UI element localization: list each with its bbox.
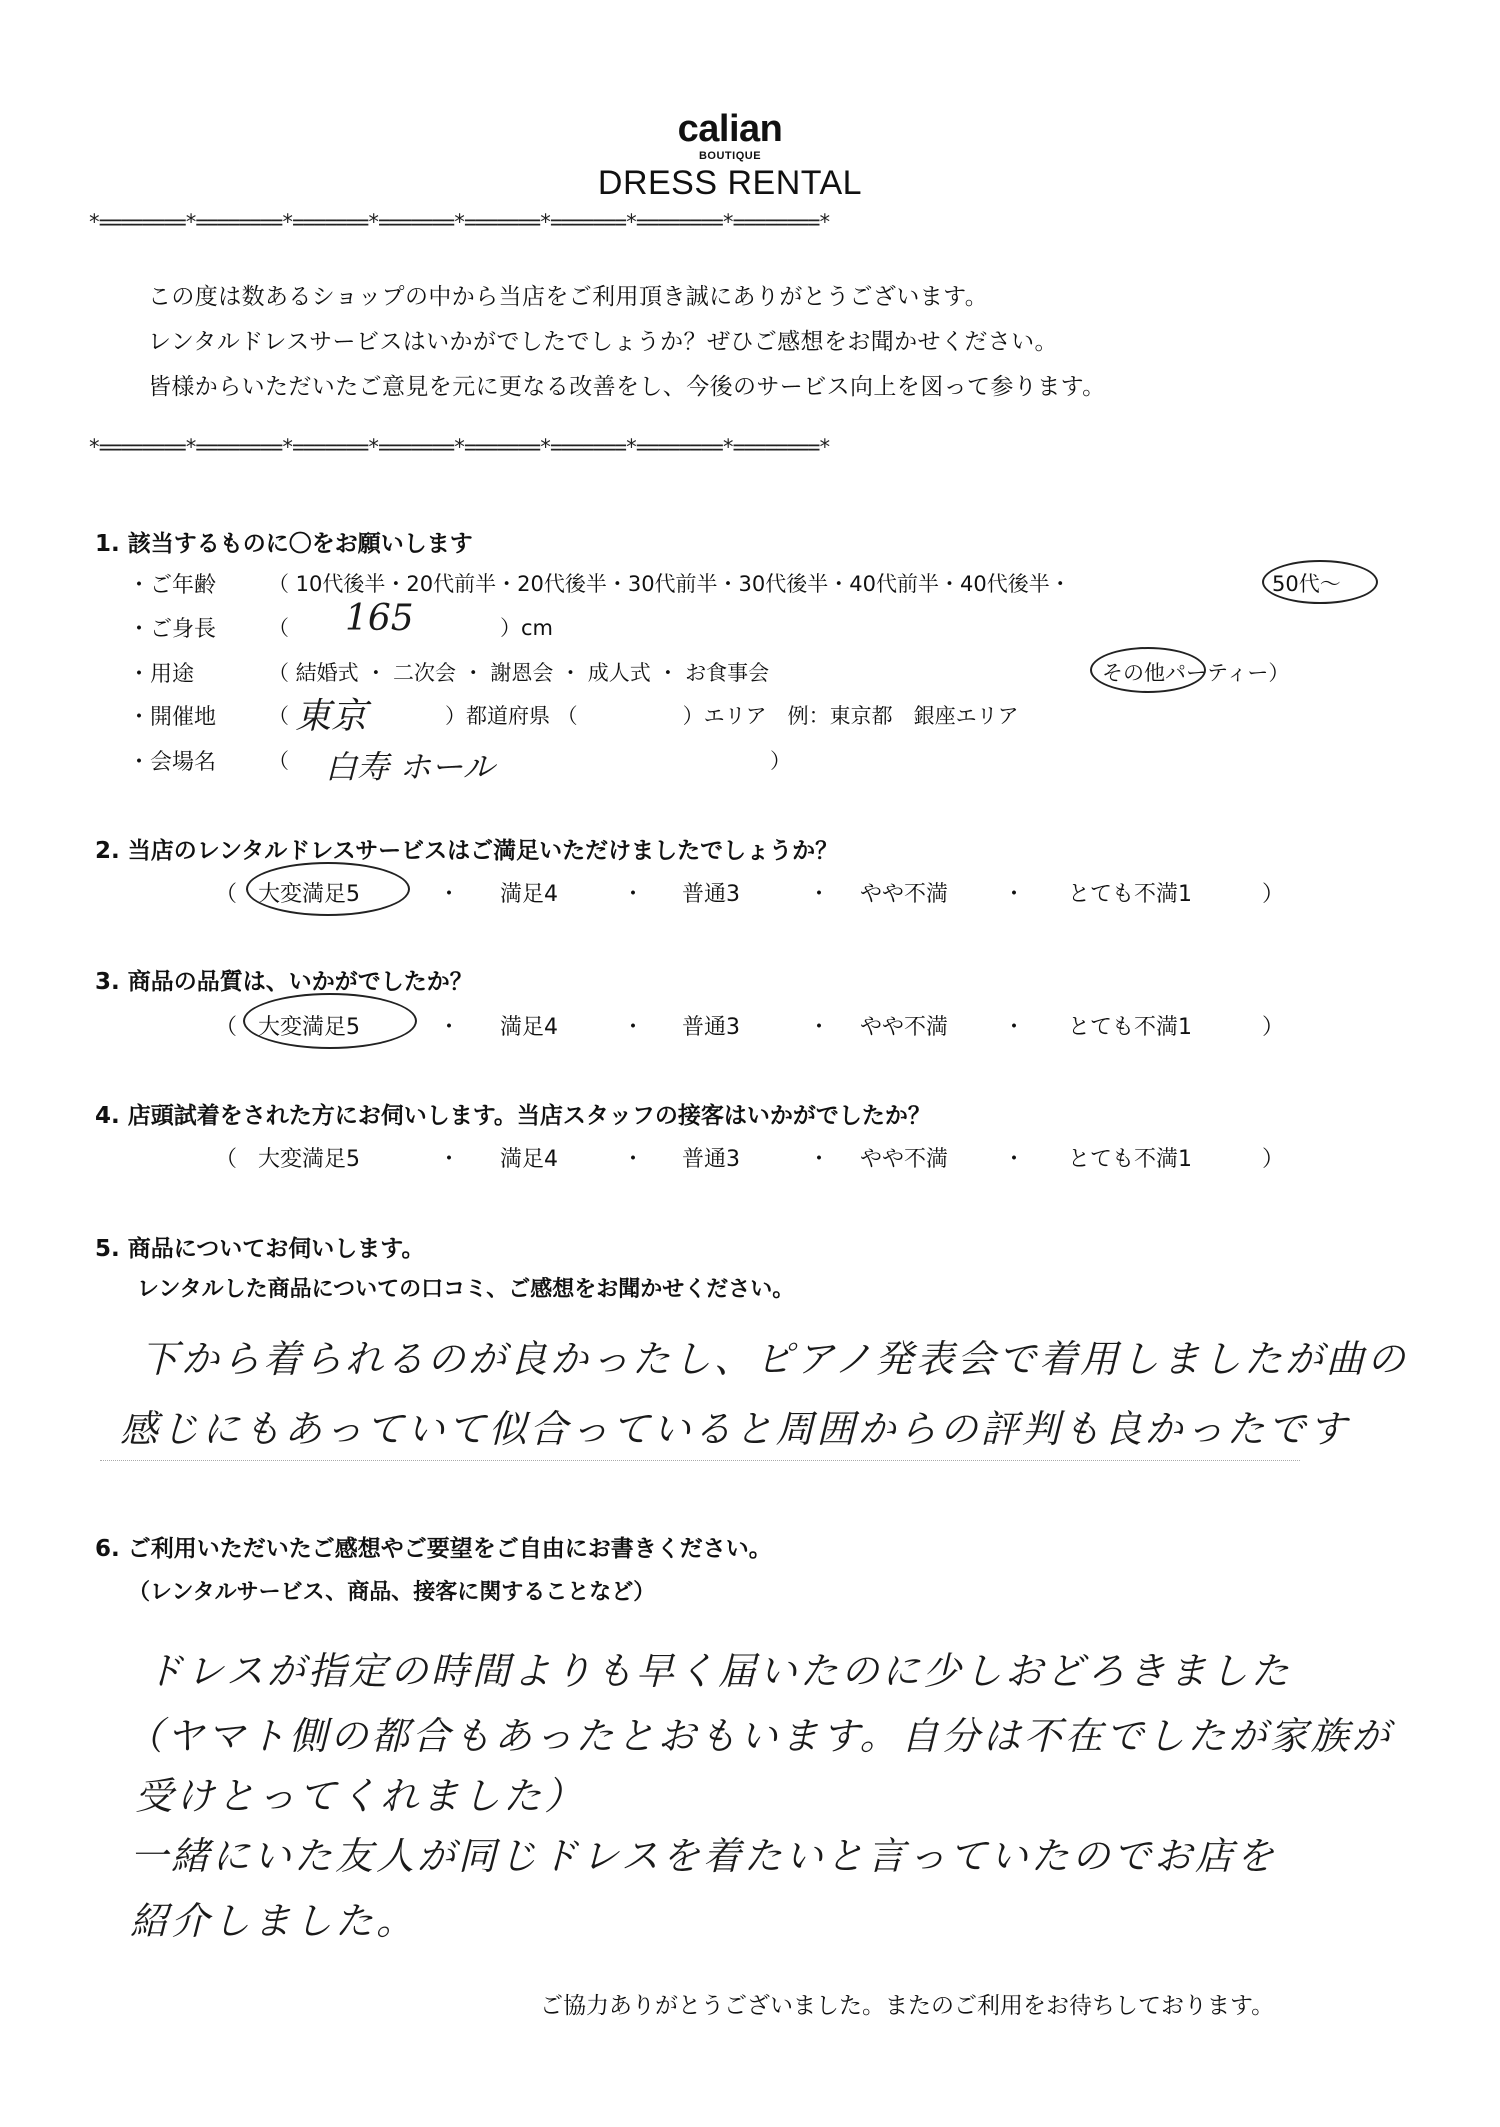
q4-paren-open: （ (215, 1147, 238, 1172)
intro-line-3: 皆様からいただいたご意見を元に更なる改善をし、今後のサービス向上を図って参ります。 (148, 374, 1106, 400)
q6-answer-line-1: ドレスが指定の時間よりも早く届いたのに少しおどろきました (145, 1649, 1292, 1693)
q6-subheading: （レンタルサービス、商品、接客に関することなど） (128, 1580, 656, 1605)
q3-option-5: 大変満足5 (258, 1015, 360, 1040)
purpose-label: ・用途 (128, 662, 195, 687)
q5-answer-line-2: 感じにもあっていて似合っていると周囲からの評判も良かったです (120, 1407, 1350, 1451)
q3-option-2: やや不満 (860, 1015, 949, 1040)
form-title: DRESS RENTAL (597, 164, 863, 202)
q3-dot-1: ・ (438, 1015, 461, 1040)
q2-option-5: 大変満足5 (258, 882, 360, 907)
q4-heading: 4. 店頭試着をされた方にお伺いします。当店スタッフの接客はいかがでしたか？ (95, 1103, 931, 1129)
q4-option-4: 満足4 (500, 1147, 558, 1172)
hall-open: （ (268, 749, 289, 773)
q5-answer-line-1: 下から着られるのが良かったし、ピアノ発表会で着用しましたが曲の (140, 1337, 1408, 1381)
age-circle (1262, 560, 1378, 604)
q3-circle (243, 993, 417, 1049)
footer-thanks: ご協力ありがとうございました。またのご利用をお待ちしております。 (540, 1993, 1275, 2019)
age-options: （ 10代後半・20代前半・20代後半・30代前半・30代後半・40代前半・40代後半・ (268, 572, 1071, 596)
q4-option-2: やや不満 (860, 1147, 949, 1172)
q2-option-3: 普通3 (682, 882, 740, 907)
q5-heading: 5. 商品についてお伺いします。 (95, 1236, 425, 1262)
q3-dot-3: ・ (808, 1015, 831, 1040)
q3-option-3: 普通3 (682, 1015, 740, 1040)
height-label: ・ご身長 (128, 617, 217, 642)
venue-rest: ）都道府県 （ ）エリア 例：東京都 銀座エリア (445, 704, 1019, 728)
hall-label: ・会場名 (128, 750, 217, 775)
q5-answer-rule (100, 1460, 1300, 1461)
brand-subtitle: BOUTIQUE (698, 150, 762, 162)
q3-option-1: とても不満1 (1068, 1015, 1192, 1040)
q6-answer-line-2: （ヤマト側の都合もあったとおもいます。自分は不在でしたが家族が (125, 1714, 1393, 1758)
height-open: （ (268, 616, 289, 640)
q2-dot-2: ・ (622, 882, 645, 907)
q2-option-1: とても不満1 (1068, 882, 1192, 907)
hall-close: ） (770, 749, 791, 773)
age-selected: 50代～ (1272, 572, 1341, 596)
q3-paren-close: ） (1262, 1015, 1285, 1040)
venue-open: （ (268, 704, 289, 728)
q3-paren-open: （ (215, 1015, 238, 1040)
divider-top: *========*========*=======*=======*=======*=======*========*========* (88, 210, 830, 234)
q5-subheading: レンタルした商品についての口コミ、ご感想をお聞かせください。 (137, 1277, 795, 1302)
q1-heading: 1. 該当するものに〇をお願いします (95, 531, 473, 557)
q2-option-4: 満足4 (500, 882, 558, 907)
q2-paren-close: ） (1262, 882, 1285, 907)
q4-dot-4: ・ (1003, 1147, 1026, 1172)
brand-logo: calian (677, 108, 783, 150)
q2-dot-1: ・ (438, 882, 461, 907)
q4-option-3: 普通3 (682, 1147, 740, 1172)
q6-answer-line-5: 紹介しました。 (130, 1899, 418, 1943)
q4-option-5: 大変満足5 (258, 1147, 360, 1172)
q2-paren-open: （ (215, 882, 238, 907)
purpose-options: （ 結婚式 ・ 二次会 ・ 謝恩会 ・ 成人式 ・ お食事会 (268, 661, 770, 685)
q6-heading: 6. ご利用いただいたご感想やご要望をご自由にお書きください。 (95, 1536, 772, 1562)
q3-option-4: 満足4 (500, 1015, 558, 1040)
height-unit: ）cm (500, 616, 554, 640)
q2-dot-3: ・ (808, 882, 831, 907)
age-label: ・ご年齢 (128, 573, 217, 598)
q2-dot-4: ・ (1003, 882, 1026, 907)
q3-heading: 3. 商品の品質は、いかがでしたか？ (95, 969, 473, 995)
height-value: 165 (345, 598, 414, 639)
venue-label: ・開催地 (128, 705, 217, 730)
q2-option-2: やや不満 (860, 882, 949, 907)
intro-line-2: レンタルドレスサービスはいかがでしたでしょうか？ぜひご感想をお聞かせください。 (148, 329, 1058, 355)
q2-heading: 2. 当店のレンタルドレスサービスはご満足いただけましたでしょうか？ (95, 838, 839, 864)
divider-bottom: *========*========*=======*=======*=======*=======*========*========* (88, 435, 830, 459)
venue-value: 東京 (295, 696, 368, 737)
purpose-circle (1090, 647, 1206, 693)
q4-dot-1: ・ (438, 1147, 461, 1172)
hall-value: 白寿 ホール (325, 748, 495, 786)
q6-answer-line-3: 受けとってくれました） (135, 1774, 586, 1818)
q3-dot-2: ・ (622, 1015, 645, 1040)
q4-option-1: とても不満1 (1068, 1147, 1192, 1172)
q2-circle (246, 862, 410, 916)
q4-dot-2: ・ (622, 1147, 645, 1172)
q3-dot-4: ・ (1003, 1015, 1026, 1040)
q4-dot-3: ・ (808, 1147, 831, 1172)
q6-answer-line-4: 一緒にいた友人が同じドレスを着たいと言っていたのでお店を (130, 1834, 1277, 1878)
purpose-selected: その他パーティー） (1102, 661, 1290, 685)
q4-paren-close: ） (1262, 1147, 1285, 1172)
intro-line-1: この度は数あるショップの中から当店をご利用頂き誠にありがとうございます。 (148, 284, 989, 310)
